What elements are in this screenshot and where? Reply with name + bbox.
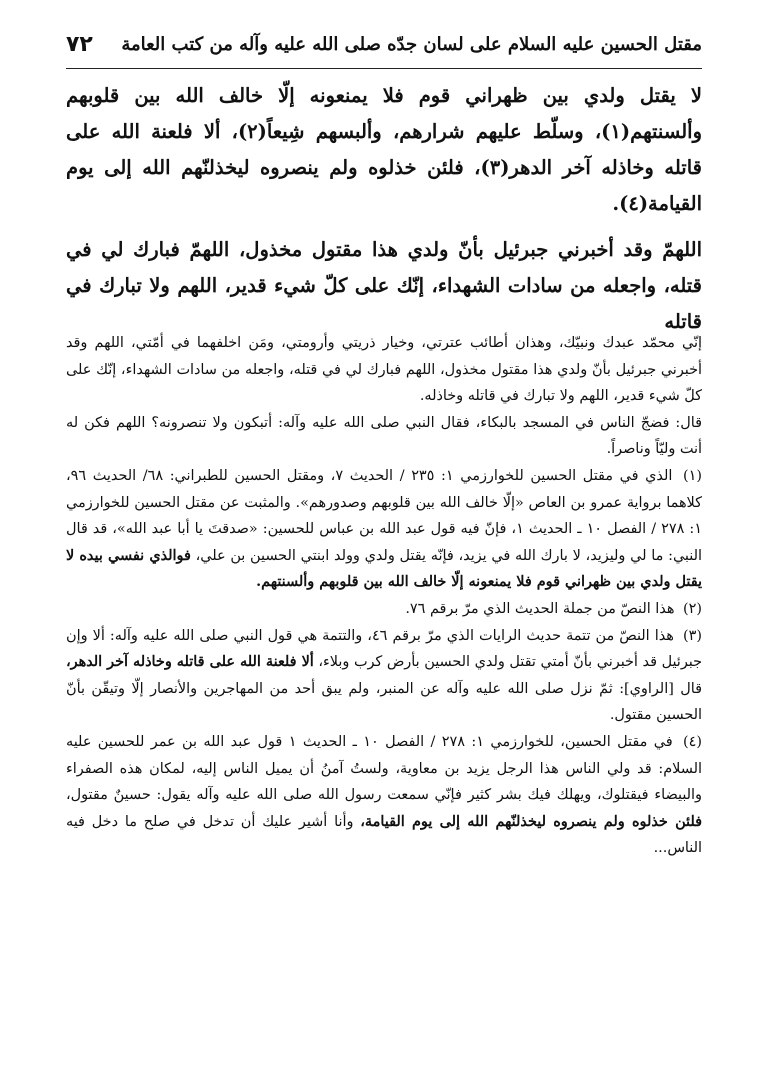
footnote-4 [66,729,702,862]
continuation-line-2: قال: فضجّ الناس في المسجد بالبكاء، فقال النبي صلى الله عليه وآله: أتبكون ولا تنصرونه؟ اللهم فكن له أنت وليّاً وناصراً. [66,414,702,458]
footnote-text: في مقتل الحسين، للخوارزمي ١: ٢٧٨ / الفصل ١٠ ـ الحديث ١ قول عبد الله بن عمر للحسين عليه السلام: قد ولي الناس هذا الرجل يزيد بن معاوية، ولستُ آمنُ أن يميل الناس إليه، لمكان هذه الصفراء والبيضاء فيقتلوك، ويهلك فيك بشر كثير فإنّي سمعت رسول الله صلى الله عليه وآله يقول: حسينٌ مقتول، [66,733,702,804]
footnote-number: (٢) [683,600,702,617]
footnote-3 [66,623,702,729]
footnote-text: هذا النصّ من تتمة حديث الرايات الذي مرّ برقم ٤٦، والتتمة هي قول النبي صلى الله عليه وآله: ألا وإن جبرئيل قد أخبرني بأنّ أمتي تقتل ولدي الحسين بأرض كرب وبلاء، [66,627,702,671]
continuation-line-1: إنّي محمّد عبدك ونبيّك، وهذان أطائب عترتي، وخيار ذريتي وأرومتي، ومَن اخلفهما في أمّتي، اللهم وقد أخبرني جبرئيل بأنّ ولدي هذا مقتول مخذول، اللهم فبارك لي في قتله، واجعله من سادات الشهداء، إنّك على كلّ شيء قدير، اللهم ولا تبارك في قاتله وخاذله. [66,335,702,405]
footnote-text: هذا النصّ من جملة الحديث الذي مرّ برقم ٧٦. [405,600,675,617]
footnote-bold-quote: فوالذي نفسي بيده لا يقتل ولدي بين ظهراني قوم فلا يمنعونه إلّا خالف الله بين قلوبهم وألسنتهم. [66,546,702,591]
footnote-2 [66,596,702,623]
main-text [66,78,702,340]
footnote-number: (٤) [683,733,702,750]
footnote-text: الذي في مقتل الحسين للخوارزمي ١: ٢٣٥ / الحديث ٧، ومقتل الحسين للطبراني: ٦٨/ الحديث ٩٦، كلاهما برواية عمرو بن العاص «إلّا خالف الله بين قلوبهم وصدورهم». والمثبت عن مقتل الحسين للخوارزمي ١: ٢٧٨ / الفصل ١٠ ـ الحديث ١، فإنّ فيه قول عبد الله بن عباس للحسين: «صدقتَ يا أبا عبد الله»، قد قال النبي: ما لي وليزيد، لا بارك الله في يزيد، فإنّه يقتل ولدي وولد ابنتي الحسين بن علي، [66,467,703,564]
page-header [66,30,702,69]
footnote-tail: وأنا أشير عليك أن تدخل في صلح ما دخل فيه الناس... [66,813,702,857]
main-paragraph-1: لا يقتل ولدي بين ظهراني قوم فلا يمنعونه إلّا خالف الله بين قلوبهم وألسنتهم(١)، وسلّط عليهم شرارهم، وألبسهم شِيعاً(٢)، ألا فلعنة الله على قاتله وخاذله آخر الدهر(٣)، فلئن خذلوه ولم ينصروه ليخذلنّهم الله إلى يوم القيامة(٤). [66,84,702,215]
footnote-number: (١) [683,467,702,484]
footnote-number: (٣) [683,627,702,644]
running-head: مقتل الحسين عليه السلام على لسان جدّه صلى الله عليه وآله من كتب العامة [121,34,702,55]
footnotes-section [66,330,702,862]
footnote-bold-quote: ألا فلعنة الله على قاتله وخاذله آخر الدهر، [66,653,314,671]
page-number: ٧٢ [66,32,93,57]
main-paragraph-2: اللهمّ وقد أخبرني جبرئيل بأنّ ولدي هذا مقتول مخذول، اللهمّ فبارك لي في قتله، واجعله من سادات الشهداء، إنّك على كلّ شيء قدير، اللهم ولا تبارك في قاتله [66,238,702,333]
footnote-bold-quote: فلئن خذلوه ولم ينصروه ليخذلنّهم الله إلى يوم القيامة، [360,812,703,830]
footnote-tail: قال [الراوي]: ثمّ نزل صلى الله عليه وآله عن المنبر، ولم يبق أحد من المهاجرين والأنصار إلّا وتيقّن بأنّ الحسين مقتول. [66,680,702,724]
footnote-1 [66,463,702,596]
